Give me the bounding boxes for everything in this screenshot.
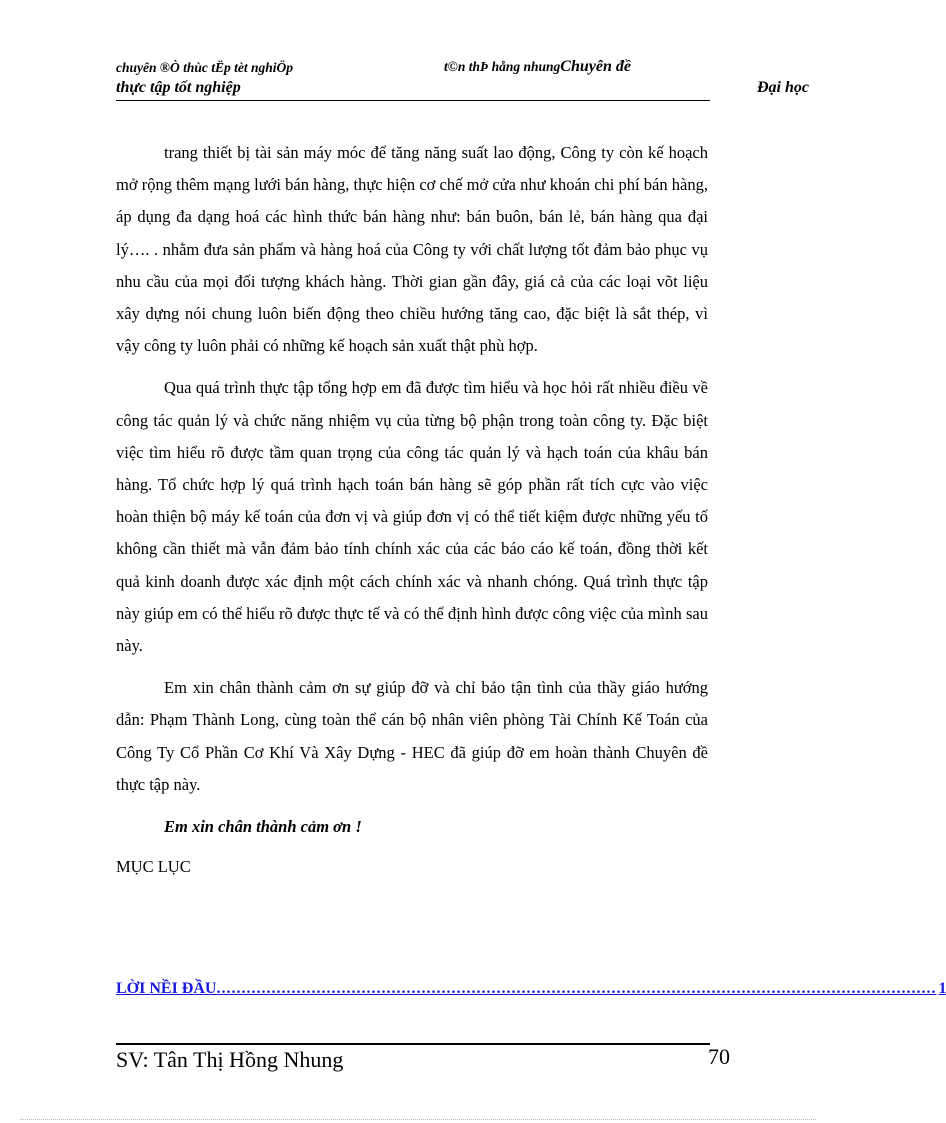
header-author: t©n thÞ hång nhung [444, 59, 561, 74]
toc-entry-intro[interactable] [116, 980, 946, 998]
paragraph-1: trang thiết bị tài sản máy móc để tăng năng suất lao động, Công ty còn kế hoạch mở rộng thêm mạng lưới bán hàng, thực hiện cơ chế mở cửa như khoán chi phí bán hàng, áp dụng đa dạng hoá các hình thức bán hàng như: bán buôn, bán lẻ, bán hàng qua đại lý…. . nhằm đưa sản phẩm và hàng hoá của Công ty với chất lượng tốt đảm bảo phục vụ nhu cầu của mọi đối tượng khách hàng. Thời gian gần đây, giá cả của các loại võt liệu xây dựng nói chung luôn biến động theo chiều hướng tăng cao, đặc biệt là sắt thép, vì vậy công ty luôn phải có những kế hoạch sản xuất thật phù hợp. [116, 143, 708, 356]
document-body [116, 137, 708, 883]
toc-entry-leader: ................................................................................................................................................ [216, 980, 937, 997]
header-author-title [444, 58, 631, 76]
toc-entry-label: LỜI NỀI ĐẦU [116, 980, 217, 997]
header-title-start: Chuyên đề [560, 58, 631, 75]
footer-rule [116, 1043, 710, 1045]
toc-entry-page: 1 [938, 980, 946, 997]
header-title-continued: thực tập tốt nghiệp [116, 79, 241, 96]
thanks-line: Em xin chân thành cảm ơn ! [164, 817, 362, 837]
footer-student: SV: Tân Thị Hồng Nhung [116, 1047, 344, 1072]
page-edge-divider [20, 1119, 816, 1120]
header-rule [116, 100, 710, 101]
header-running-title: chuyên ®Ò thùc tËp tèt nghiÖp [116, 60, 293, 75]
header-university: Đại học [757, 79, 809, 96]
paragraph-3: Em xin chân thành cảm ơn sự giúp đỡ và chỉ bảo tận tình của thầy giáo hướng dẫn: Phạm Thành Long, cùng toàn thể cán bộ nhân viên phòng Tài Chính Kế Toán của Công Ty Cổ Phần Cơ Khí Và Xây Dựng - HEC đã giúp đỡ em hoàn thành Chuyên đề thực tập này. [116, 678, 708, 794]
toc-title: MỤC LỤC [116, 857, 191, 877]
paragraph-2: Qua quá trình thực tập tổng hợp em đã được tìm hiểu và học hỏi rất nhiều điều về công tác quản lý và chức năng nhiệm vụ của từng bộ phận trong toàn công ty. Đặc biệt việc tìm hiểu rõ được tầm quan trọng của công tác quản lý và hạch toán của khâu bán hàng. Tổ chức hợp lý quá trình hạch toán bán hàng sẽ góp phần rất tích cực vào việc hoàn thiện bộ máy kế toán của đơn vị và giúp đơn vị có thể tiết kiệm được những yếu tố không cần thiết mà vẫn đảm bảo tính chính xác của các báo cáo kế toán, đồng thời kết quả kinh doanh được xác định một cách chính xác và nhanh chóng. Quá trình thực tập này giúp em có thể hiểu rõ được thực tế và có thể định hình được công việc của mình sau này. [116, 378, 708, 656]
footer-page-number: 70 [708, 1044, 730, 1069]
